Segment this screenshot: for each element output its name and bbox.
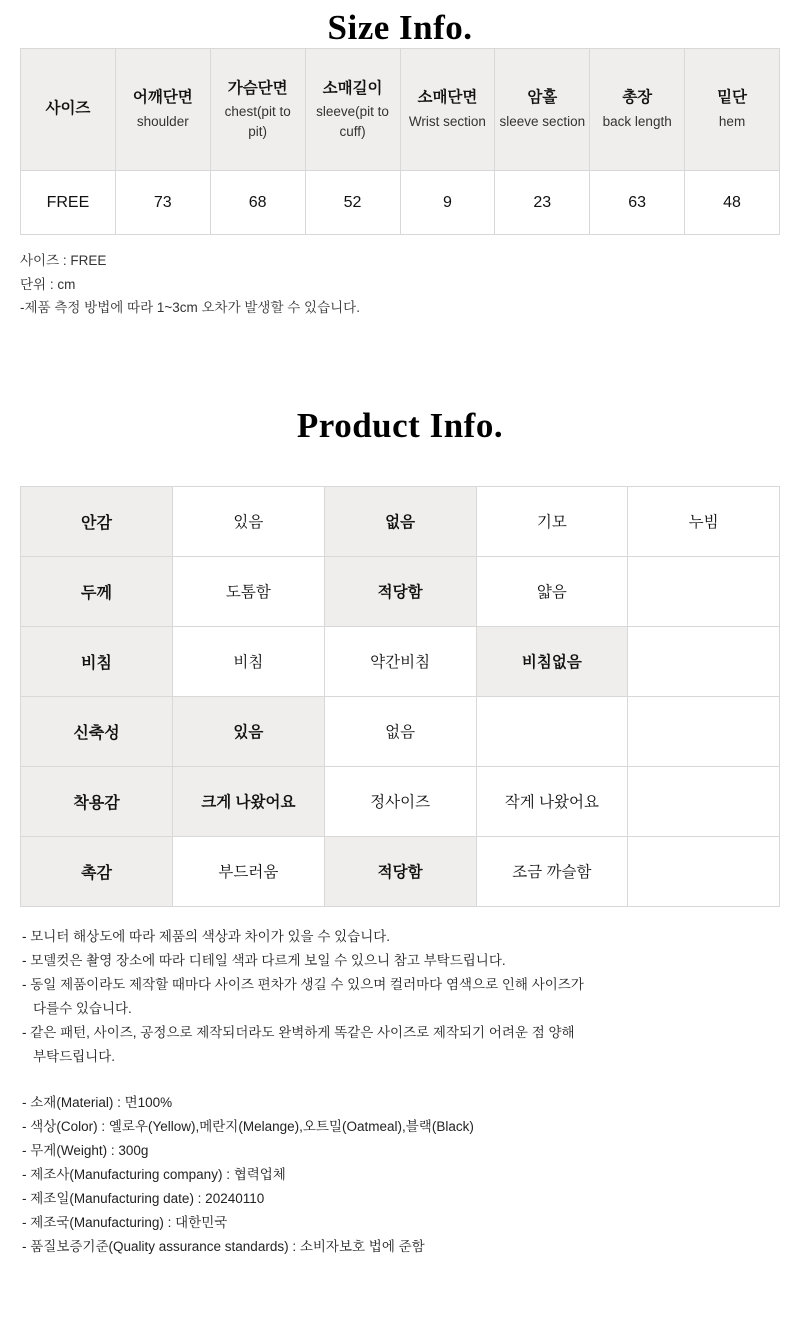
size-cell: 9 bbox=[400, 171, 495, 235]
size-note-line: -제품 측정 방법에 따라 1~3cm 오차가 발생할 수 있습니다. bbox=[20, 300, 360, 316]
size-header-en: back length bbox=[602, 113, 672, 129]
size-header-kr: 밑단 bbox=[717, 89, 748, 107]
table-row bbox=[21, 171, 780, 235]
section-spacer bbox=[0, 446, 800, 486]
product-option-cell-selected: 없음 bbox=[324, 486, 476, 556]
product-option-cell: 누빔 bbox=[628, 486, 780, 556]
size-table-body bbox=[21, 171, 780, 235]
size-header-en: sleeve(pit to cuff) bbox=[316, 104, 389, 139]
size-cell: 23 bbox=[495, 171, 590, 235]
product-option-cell-empty bbox=[476, 696, 628, 766]
table-row bbox=[21, 836, 780, 906]
size-cell: 68 bbox=[210, 171, 305, 235]
product-option-cell: 있음 bbox=[173, 486, 325, 556]
size-cell: 73 bbox=[115, 171, 210, 235]
size-notes bbox=[0, 235, 800, 320]
size-header-kr: 총장 bbox=[622, 89, 653, 107]
product-option-cell-selected: 있음 bbox=[173, 696, 325, 766]
spec-line: - 제조국(Manufacturing) : 대한민국 bbox=[22, 1215, 228, 1231]
product-option-cell: 기모 bbox=[476, 486, 628, 556]
size-cell: 63 bbox=[590, 171, 685, 235]
product-row-label: 두께 bbox=[21, 556, 173, 626]
size-header-en: Wrist section bbox=[408, 113, 486, 129]
size-header-kr: 가슴단면 bbox=[227, 79, 288, 97]
size-header-en: chest(pit to pit) bbox=[224, 104, 291, 139]
product-option-cell: 정사이즈 bbox=[324, 766, 476, 836]
size-table-container bbox=[0, 48, 800, 235]
size-header-kr: 암홀 bbox=[527, 89, 558, 107]
section-spacer bbox=[0, 320, 800, 406]
product-row-label: 신축성 bbox=[21, 696, 173, 766]
product-option-cell: 얇음 bbox=[476, 556, 628, 626]
product-option-cell-empty bbox=[628, 556, 780, 626]
product-row-label: 비침 bbox=[21, 626, 173, 696]
table-row bbox=[21, 486, 780, 556]
product-row-label: 착용감 bbox=[21, 766, 173, 836]
disclaimer-line: - 모델컷은 촬영 장소에 따라 디테일 색과 다르게 보일 수 있으니 참고 부탁드립니다. bbox=[22, 952, 506, 968]
size-cell: 52 bbox=[305, 171, 400, 235]
table-row bbox=[21, 696, 780, 766]
spec-line: - 제조사(Manufacturing company) : 협력업체 bbox=[22, 1167, 286, 1183]
product-option-cell-selected: 크게 나왔어요 bbox=[173, 766, 325, 836]
disclaimer-block bbox=[0, 907, 800, 1069]
size-note-line: 사이즈 : FREE bbox=[20, 253, 107, 268]
size-header-cell bbox=[685, 49, 780, 171]
product-table-container bbox=[0, 486, 800, 907]
product-option-cell-empty bbox=[628, 766, 780, 836]
spec-line: - 제조일(Manufacturing date) : 20240110 bbox=[22, 1191, 265, 1207]
size-header-kr: 소매단면 bbox=[417, 89, 478, 107]
size-note-line: 단위 : cm bbox=[20, 276, 76, 292]
product-row-label: 촉감 bbox=[21, 836, 173, 906]
product-option-cell: 없음 bbox=[324, 696, 476, 766]
product-option-cell: 비침 bbox=[173, 626, 325, 696]
product-info-table bbox=[20, 486, 780, 907]
disclaimer-line: 부탁드립니다. bbox=[33, 1048, 115, 1064]
product-option-cell-empty bbox=[628, 836, 780, 906]
size-info-title: Size Info. bbox=[327, 8, 473, 47]
product-option-cell: 작게 나왔어요 bbox=[476, 766, 628, 836]
size-header-cell bbox=[590, 49, 685, 171]
product-info-title: Product Info. bbox=[296, 405, 504, 445]
size-header-en: sleeve section bbox=[499, 113, 586, 129]
disclaimer-line: - 동일 제품이라도 제작할 때마다 사이즈 편차가 생길 수 있으며 컬러마다 염색으로 인해 사이즈가 bbox=[22, 976, 584, 992]
product-option-cell-empty bbox=[628, 696, 780, 766]
size-header-cell bbox=[400, 49, 495, 171]
size-header-cell bbox=[21, 49, 116, 171]
size-header-cell bbox=[495, 49, 590, 171]
size-header-en: hem bbox=[718, 113, 746, 129]
size-header-cell bbox=[210, 49, 305, 171]
product-row-label: 안감 bbox=[21, 486, 173, 556]
spec-line: - 색상(Color) : 옐로우(Yellow),메란지(Melange),오트밀(Oatmeal),블랙(Black) bbox=[22, 1118, 474, 1134]
size-header-en: shoulder bbox=[136, 113, 189, 129]
size-table-header-row bbox=[21, 49, 780, 171]
size-header-cell bbox=[115, 49, 210, 171]
disclaimer-line: - 같은 패턴, 사이즈, 공정으로 제작되더라도 완벽하게 똑같은 사이즈로 제작되기 어려운 점 양해 bbox=[22, 1024, 575, 1040]
product-option-cell: 부드러움 bbox=[173, 836, 325, 906]
size-header-cell bbox=[305, 49, 400, 171]
spec-line: - 품질보증기준(Quality assurance standards) : 소비자보호 법에 준함 bbox=[22, 1239, 425, 1255]
product-option-cell-selected: 적당함 bbox=[324, 836, 476, 906]
size-table-head bbox=[21, 49, 780, 171]
product-option-cell: 조금 까슬함 bbox=[476, 836, 628, 906]
disclaimer-line: - 모니터 해상도에 따라 제품의 색상과 차이가 있을 수 있습니다. bbox=[22, 928, 391, 944]
size-header-kr: 어깨단면 bbox=[132, 89, 193, 107]
product-table-body bbox=[21, 486, 780, 906]
product-option-cell-selected: 비침없음 bbox=[476, 626, 628, 696]
spec-line: - 소재(Material) : 면100% bbox=[22, 1094, 173, 1110]
product-option-cell-empty bbox=[628, 626, 780, 696]
table-row bbox=[21, 766, 780, 836]
size-header-kr: 소매길이 bbox=[322, 79, 383, 97]
size-header-kr: 사이즈 bbox=[45, 100, 91, 118]
product-option-cell: 약간비침 bbox=[324, 626, 476, 696]
spec-line: - 무게(Weight) : 300g bbox=[22, 1143, 149, 1158]
table-row bbox=[21, 626, 780, 696]
size-cell: 48 bbox=[685, 171, 780, 235]
product-option-cell: 도톰함 bbox=[173, 556, 325, 626]
product-option-cell-selected: 적당함 bbox=[324, 556, 476, 626]
table-row bbox=[21, 556, 780, 626]
size-info-table bbox=[20, 48, 780, 235]
size-cell: FREE bbox=[21, 171, 116, 235]
disclaimer-line: 다를수 있습니다. bbox=[33, 1000, 132, 1016]
specs-block bbox=[0, 1069, 800, 1283]
